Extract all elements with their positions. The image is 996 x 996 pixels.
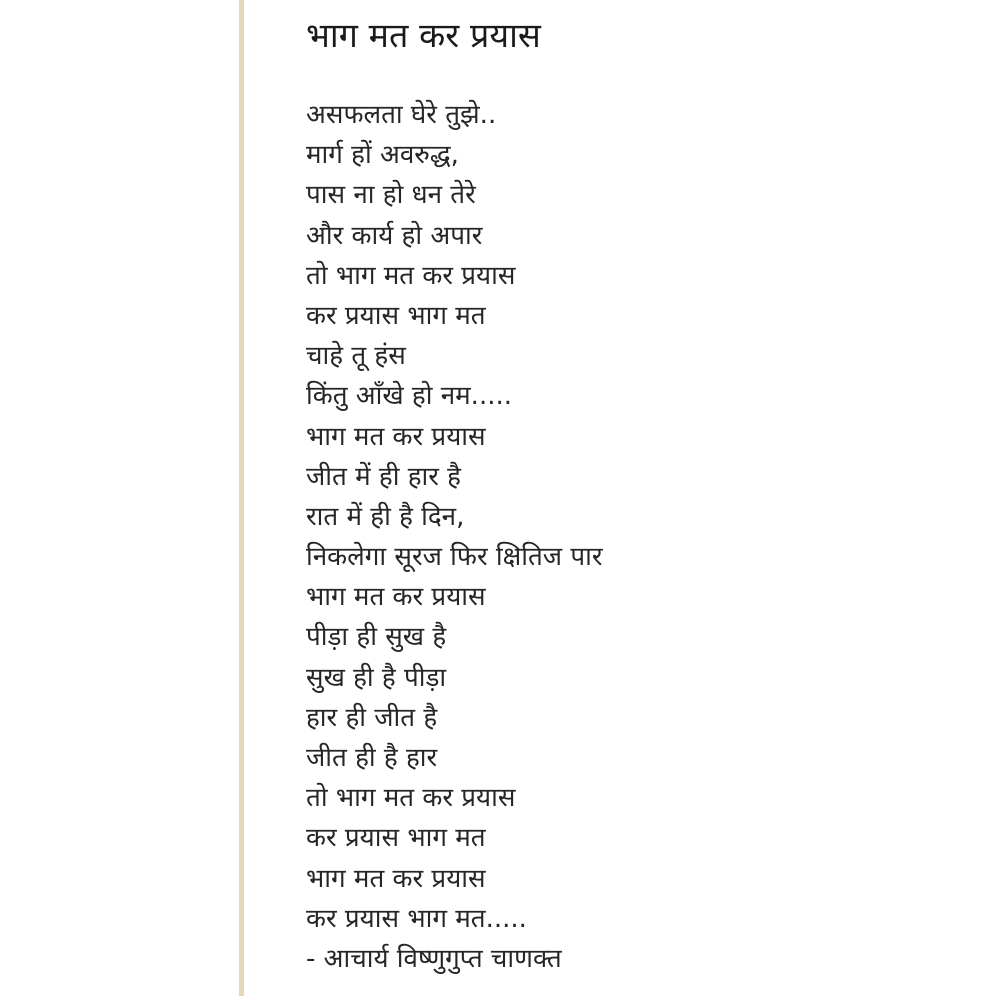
poem-line: जीत ही है हार (306, 743, 438, 773)
poem-line: हार ही जीत है (306, 702, 438, 733)
poem-lines (306, 95, 602, 979)
poem-line: जीत में ही हार है (306, 461, 461, 492)
poem-line: भाग मत कर प्रयास (306, 863, 486, 894)
poem-line: और कार्य हो अपार (306, 220, 483, 251)
poem-line: पीड़ा ही सुख है (306, 622, 447, 653)
poem-line: तो भाग मत कर प्रयास (306, 260, 516, 291)
poem-line: असफलता घेरे तुझे.. (306, 100, 497, 130)
poem-title: भाग मत कर प्रयास (306, 16, 541, 56)
poem-line: भाग मत कर प्रयास (306, 582, 486, 613)
poem-line: कर प्रयास भाग मत..... (306, 903, 527, 934)
poem-line: सुख ही है पीड़ा (306, 662, 447, 693)
poem-line: निकलेगा सूरज फिर क्षितिज पार (306, 542, 603, 573)
poem-line: किंतु आँखे हो नम..... (306, 381, 512, 412)
poem-line: भाग मत कर प्रयास (306, 421, 486, 452)
poem-line: कर प्रयास भाग मत (306, 823, 486, 854)
poem-line: तो भाग मत कर प्रयास (306, 783, 516, 814)
poem-line: चाहे तू हंस (306, 341, 406, 372)
poem-line: रात में ही है दिन, (306, 501, 465, 532)
poem-line: पास ना हो धन तेरे (306, 180, 476, 211)
poem-line: कर प्रयास भाग मत (306, 300, 486, 331)
poem-line: मार्ग हों अवरुद्ध, (306, 140, 459, 171)
left-margin-rule (239, 0, 244, 996)
poem-attribution: - आचार्य विष्णुगुप्त चाणक्त (306, 943, 562, 974)
